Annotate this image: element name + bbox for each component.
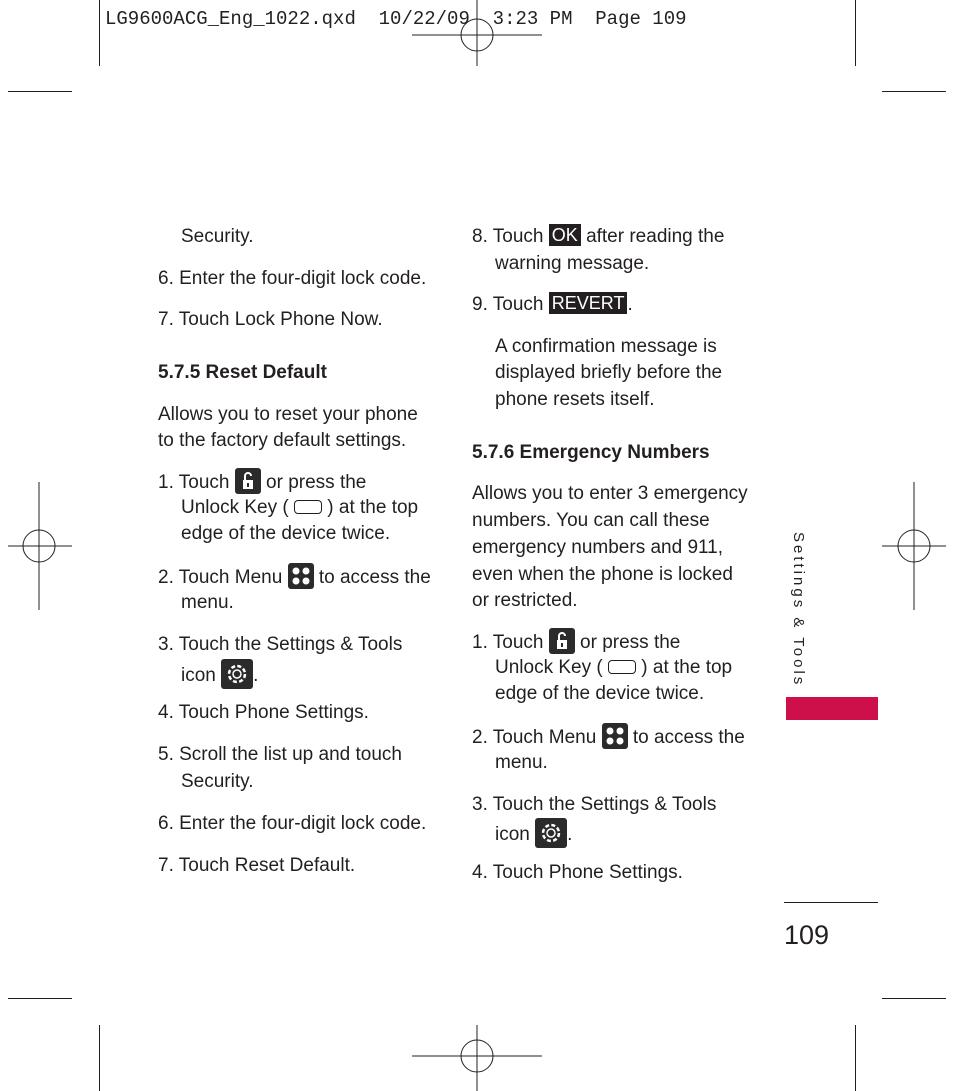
step-text bbox=[472, 723, 745, 752]
page-number-rule bbox=[784, 902, 878, 903]
reset-default-label: Reset Default bbox=[234, 855, 350, 876]
paragraph-line: Allows you to enter 3 emergency bbox=[472, 483, 748, 504]
paragraph-line: to the factory default settings. bbox=[158, 430, 407, 451]
paragraph-line: A confirmation message is bbox=[495, 336, 717, 357]
step-label: Unlock Key ( bbox=[181, 497, 289, 518]
step-text: 6. Enter the four-digit lock code. bbox=[158, 813, 427, 834]
step-label: to access the bbox=[318, 567, 431, 588]
step-text: 9. Touch REVERT . bbox=[472, 293, 633, 315]
print-header: LG9600ACG_Eng_1022.qxd 10/22/09 3:23 PM Page 109 bbox=[105, 8, 687, 30]
paragraph-line: displayed briefly before the bbox=[495, 362, 723, 383]
step-label: 1. Touch bbox=[472, 632, 544, 653]
step-label: ) at the top bbox=[327, 497, 419, 518]
unlock-key-icon bbox=[294, 500, 322, 514]
crop-mark bbox=[882, 998, 946, 999]
paragraph-line: emergency numbers and 911, bbox=[472, 537, 724, 558]
step-text: icon . bbox=[495, 818, 572, 849]
registration-mark-bottom bbox=[412, 1025, 542, 1091]
ok-button: OK bbox=[549, 224, 581, 246]
step-text bbox=[158, 468, 366, 497]
step-label: to access the bbox=[632, 727, 745, 748]
menu-grid-icon bbox=[288, 563, 314, 589]
phone-settings-label: Phone Settings bbox=[234, 702, 364, 723]
crop-mark bbox=[8, 91, 72, 92]
step-label: icon bbox=[495, 824, 530, 845]
step-label: or press the bbox=[266, 472, 367, 493]
settings-gear-icon bbox=[535, 818, 567, 848]
revert-button: REVERT bbox=[549, 292, 628, 314]
page-number: 109 bbox=[784, 920, 830, 950]
crop-mark bbox=[855, 1025, 856, 1091]
step-label: 4. Touch bbox=[158, 702, 235, 723]
step-text: menu. bbox=[181, 592, 234, 613]
step-label: 8. Touch bbox=[472, 226, 544, 247]
unlock-key-icon bbox=[608, 660, 636, 674]
step-label: 7. Touch bbox=[158, 855, 235, 876]
step-text: 3. Touch the Settings & Tools bbox=[158, 634, 403, 655]
step-text bbox=[495, 655, 732, 682]
security-label: Security bbox=[181, 771, 249, 792]
step-text: warning message. bbox=[495, 253, 650, 274]
step-label: ) at the top bbox=[641, 657, 733, 678]
security-label: Security bbox=[181, 226, 249, 247]
step-label: Unlock Key ( bbox=[495, 657, 603, 678]
step-label: 1. Touch bbox=[158, 472, 230, 493]
section-color-tab bbox=[786, 697, 878, 720]
step-label: 4. Touch bbox=[472, 862, 549, 883]
paragraph-line: numbers. You can call these bbox=[472, 510, 710, 531]
step-text: 5. Scroll the list up and touch bbox=[158, 744, 402, 765]
paragraph-line: Allows you to reset your phone bbox=[158, 404, 418, 425]
crop-mark bbox=[8, 998, 72, 999]
step-text: edge of the device twice. bbox=[181, 523, 391, 544]
step-label: icon bbox=[181, 665, 216, 686]
section-heading-emergency: 5.7.6 Emergency Numbers bbox=[472, 442, 710, 463]
step-text: 4. Touch Phone Settings. bbox=[158, 702, 369, 723]
unlock-icon bbox=[235, 468, 261, 494]
step-text: 7. Touch Reset Default. bbox=[158, 855, 356, 876]
step-label: 7. Touch bbox=[158, 309, 235, 330]
phone-settings-label: Phone Settings bbox=[548, 862, 678, 883]
crop-mark bbox=[99, 1025, 100, 1091]
step-text bbox=[158, 563, 431, 592]
step-label: after reading the bbox=[586, 226, 725, 247]
crop-mark bbox=[99, 0, 100, 66]
step-text: 3. Touch the Settings & Tools bbox=[472, 794, 717, 815]
step-text bbox=[472, 224, 724, 251]
step-text: Security. bbox=[181, 771, 254, 792]
step-text: 4. Touch Phone Settings. bbox=[472, 862, 683, 883]
step-text: icon . bbox=[181, 659, 258, 690]
side-section-label: Settings & Tools bbox=[790, 532, 807, 688]
step-label: 2. Touch Menu bbox=[158, 567, 283, 588]
crop-mark bbox=[882, 91, 946, 92]
section-heading-reset: 5.7.5 Reset Default bbox=[158, 362, 327, 383]
registration-mark-right bbox=[882, 482, 946, 610]
step-text bbox=[181, 495, 418, 522]
lock-phone-now-label: Lock Phone Now bbox=[234, 309, 378, 330]
unlock-icon bbox=[549, 628, 575, 654]
step-text: 6. Enter the four-digit lock code. bbox=[158, 268, 427, 289]
step-text: menu. bbox=[495, 752, 548, 773]
settings-gear-icon bbox=[221, 659, 253, 689]
crop-mark bbox=[855, 0, 856, 66]
step-text bbox=[472, 628, 680, 657]
step-label: or press the bbox=[580, 632, 681, 653]
step-text: 7. Touch Lock Phone Now. bbox=[158, 309, 383, 330]
registration-mark-left bbox=[8, 482, 72, 610]
paragraph-line: or restricted. bbox=[472, 590, 578, 611]
step-label: 9. Touch bbox=[472, 294, 544, 315]
step-text: edge of the device twice. bbox=[495, 683, 705, 704]
step-label: 2. Touch Menu bbox=[472, 727, 597, 748]
security-line: Security. bbox=[181, 226, 254, 247]
menu-grid-icon bbox=[602, 723, 628, 749]
paragraph-line: phone resets itself. bbox=[495, 389, 655, 410]
paragraph-line: even when the phone is locked bbox=[472, 564, 733, 585]
